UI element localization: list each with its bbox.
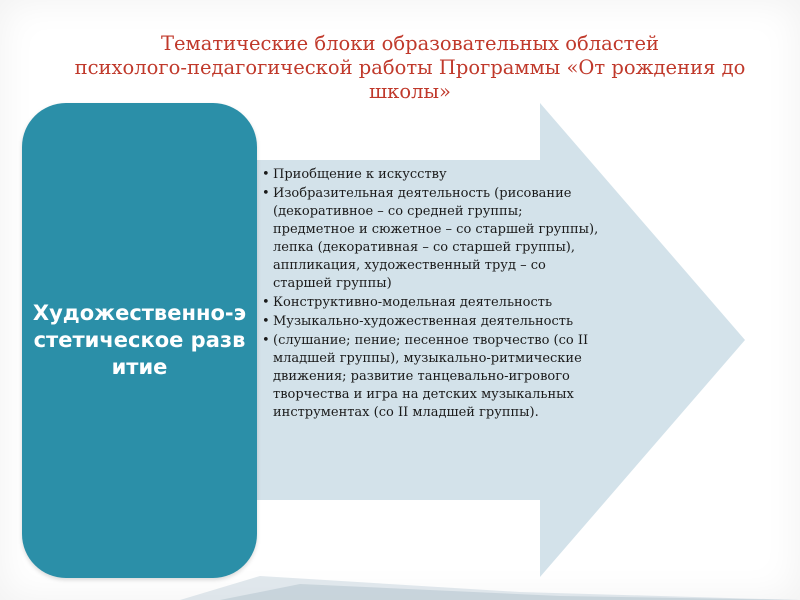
bullet-item: • Конструктивно-модельная деятельность xyxy=(262,294,607,312)
bullet-item: • Приобщение к искусству xyxy=(262,166,607,184)
title-line-3: школы» xyxy=(369,80,451,103)
category-box xyxy=(22,103,257,578)
bullet-item: • (слушание; пение; песенное творчество (со II младшей группы), музыкально-ритмические движения; развитие танцевально-игрового творчества и игра на детских музыкальных инструментах (со II младшей группы). xyxy=(262,332,607,422)
bullet-list xyxy=(262,166,607,423)
bullet-item: • Музыкально-художественная деятельность xyxy=(262,313,607,331)
decorative-streak xyxy=(0,540,800,600)
title-line-2: психолого-педагогической работы Программы «От рождения до xyxy=(74,56,746,79)
bullet-item: • Изобразительная деятельность (рисование (декоративное – со средней группы; предметное и сюжетное – со старшей группы), лепка (декоративная – со старшей группы), аппликация, художественный труд – со старшей группы) xyxy=(262,185,607,293)
category-label: Художественно-эстетическое развитие xyxy=(32,301,247,379)
title-line-1: Тематические блоки образовательных областей xyxy=(160,32,659,55)
